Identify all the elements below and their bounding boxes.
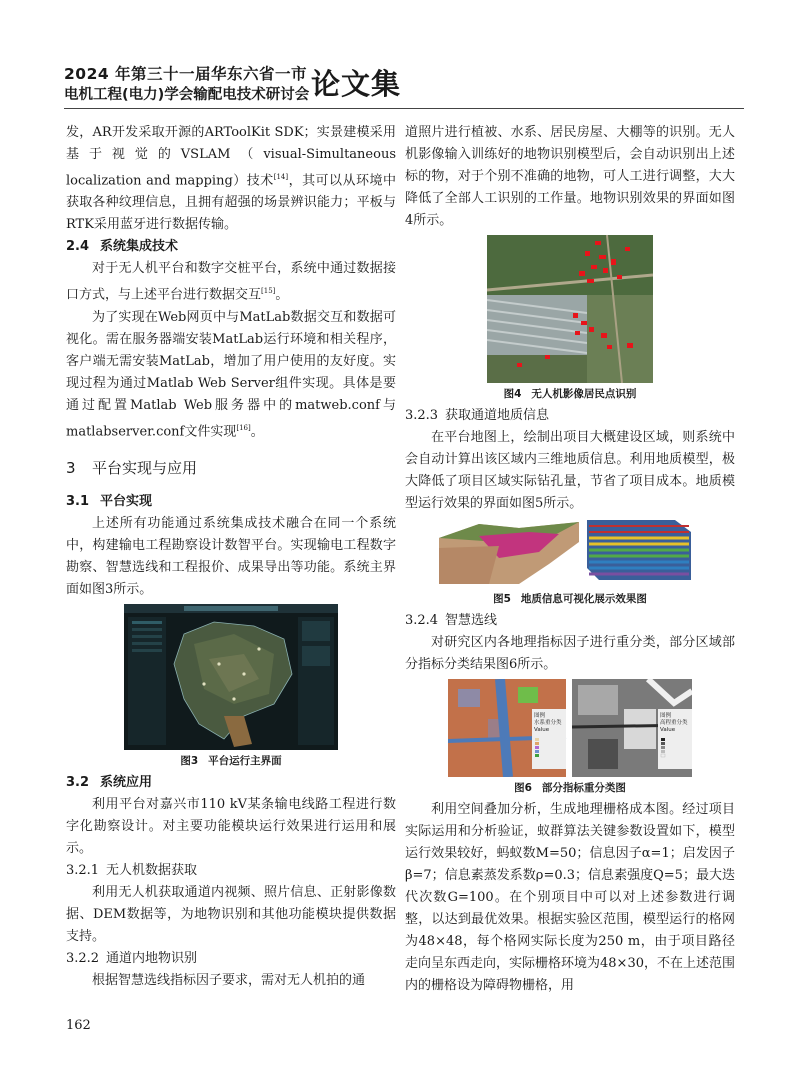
header-line1: 2024 年第三十一届华东六省一市 [64, 65, 308, 83]
running-header [64, 58, 744, 110]
paragraph-3-2: 利用平台对嘉兴市110 kV某条输电线路工程进行数字化勘察设计。对主要功能模块运行效果进行运用和展示。 [66, 796, 396, 856]
paragraph-continued: 发，AR开发采取开源的ARToolKit SDK；实景建模采用基于视觉的VSLAM（visual-Simultaneous localization and mapping）技术[14]，其可以从环境中获取各种纹理信息，且拥有超强的场景辨识能力；平板与RTK采用蓝牙进行数据传输。 [66, 125, 396, 233]
section-3-2-4-heading: 3.2.4 智慧选线 [405, 613, 498, 628]
section-3-heading: 3 平台实现与应用 [66, 458, 198, 477]
figure-6-legend-b: 图例 高程重分类 Value [660, 713, 688, 733]
figure-6-image [448, 679, 692, 777]
paragraph-3-2-4: 对研究区内各地理指标因子进行重分类，部分区域部分指标分类结果图6所示。 [405, 635, 735, 672]
figure-6-caption: 图6 部分指标重分类图 [514, 782, 626, 794]
geology-visualization-image [439, 518, 701, 588]
paragraph-3-2-1: 利用无人机获取通道内视频、照片信息、正射影像数据、DEM数据等，为地物识别和其他功能模块提供数据支持。 [66, 884, 396, 944]
left-column [66, 122, 396, 992]
figure-4-image [487, 235, 653, 383]
paragraph-3-2-2: 根据智慧选线指标因子要求，需对无人机拍的通 [92, 972, 366, 988]
section-3-2-1-heading: 3.2.1 无人机数据获取 [66, 862, 198, 878]
figure-5-caption: 图5 地质信息可视化展示效果图 [493, 593, 647, 605]
section-3-1-heading: 3.1 平台实现 [66, 493, 153, 509]
page-number: 162 [66, 1018, 91, 1033]
paragraph-3-2-3: 在平台地图上，绘制出项目大概建设区域，则系统中会自动计算出该区域内三维地质信息。利用地质模型，极大降低了项目区域实际钻孔量，节省了项目成本。地质模型运行效果的界面如图5所示。 [405, 430, 735, 511]
section-3-2-2-heading: 3.2.2 通道内地物识别 [66, 950, 198, 966]
figure-3-caption: 图3 平台运行主界面 [180, 754, 282, 767]
uav-residential-recognition-image [487, 235, 653, 383]
figure-5-image [439, 518, 701, 588]
right-column [405, 122, 735, 997]
platform-main-ui-image [124, 604, 338, 750]
section-3-2-3-heading: 3.2.3 获取通道地质信息 [405, 408, 550, 423]
paragraph-2-4-b: 为了实现在Web网页中与MatLab数据交互和数据可视化。需在服务器端安装MatLab运行环境和相关程序，客户端无需安装MatLab，增加了用户使用的友好度。实现过程为通过Matlab Web Server组件实现。具体是要通过配置Matlab Web服务器中的matweb.conf与matlabserver.conf文件实现[16]。 [66, 309, 396, 439]
paragraph-2-4-a: 对于无人机平台和数字交桩平台，系统中通过数据接口方式，与上述平台进行数据交互[15]。 [66, 261, 396, 303]
paragraph-3-1: 上述所有功能通过系统集成技术融合在同一个系统中，构建输电工程勘察设计数智平台。实现输电工程数字勘察、智慧选线和工程报价、成果导出等功能。系统主界面如图3所示。 [66, 515, 396, 597]
header-rule [64, 108, 744, 109]
reclassification-maps-image [448, 679, 692, 777]
section-2-4-heading: 2.4 系统集成技术 [66, 239, 179, 255]
paragraph-continued-right: 道照片进行植被、水系、居民房屋、大棚等的识别。无人机影像输入训练好的地物识别模型后，会自动识别出上述标的物，对于个别不准确的地物，可人工进行调整，大大降低了全部人工识别的工作量。地物识别效果的界面如图4所示。 [405, 125, 735, 228]
figure-4-caption: 图4 无人机影像居民点识别 [503, 388, 637, 400]
figure-3-image [124, 604, 338, 750]
header-line2: 电机工程(电力)学会输配电技术研讨会 [64, 87, 310, 103]
paragraph-final: 利用空间叠加分析，生成地理栅格成本图。经过项目实际运用和分析验证，蚁群算法关键参数设置如下，模型运行效果较好，蚂蚁数M=50；信息因子α=1；启发因子β=7；信息素蒸发系数ρ=0.3；信息素强度Q=5；最大迭代次数G=100。在个别项目中可以对上述参数进行调整，以达到最优效果。根据实验区范围，模型运行的格网为48×48，每个格网实际长度为250 m，由于项目路径走向呈东西走向，实际栅格环境为48×30，不在上述范围内的栅格设为障碍物栅格，用 [405, 802, 735, 993]
header-proceedings: 论文集 [311, 67, 402, 101]
figure-6-legend-a: 图例 水系重分类 Value [534, 713, 562, 733]
section-3-2-heading: 3.2 系统应用 [66, 774, 153, 790]
